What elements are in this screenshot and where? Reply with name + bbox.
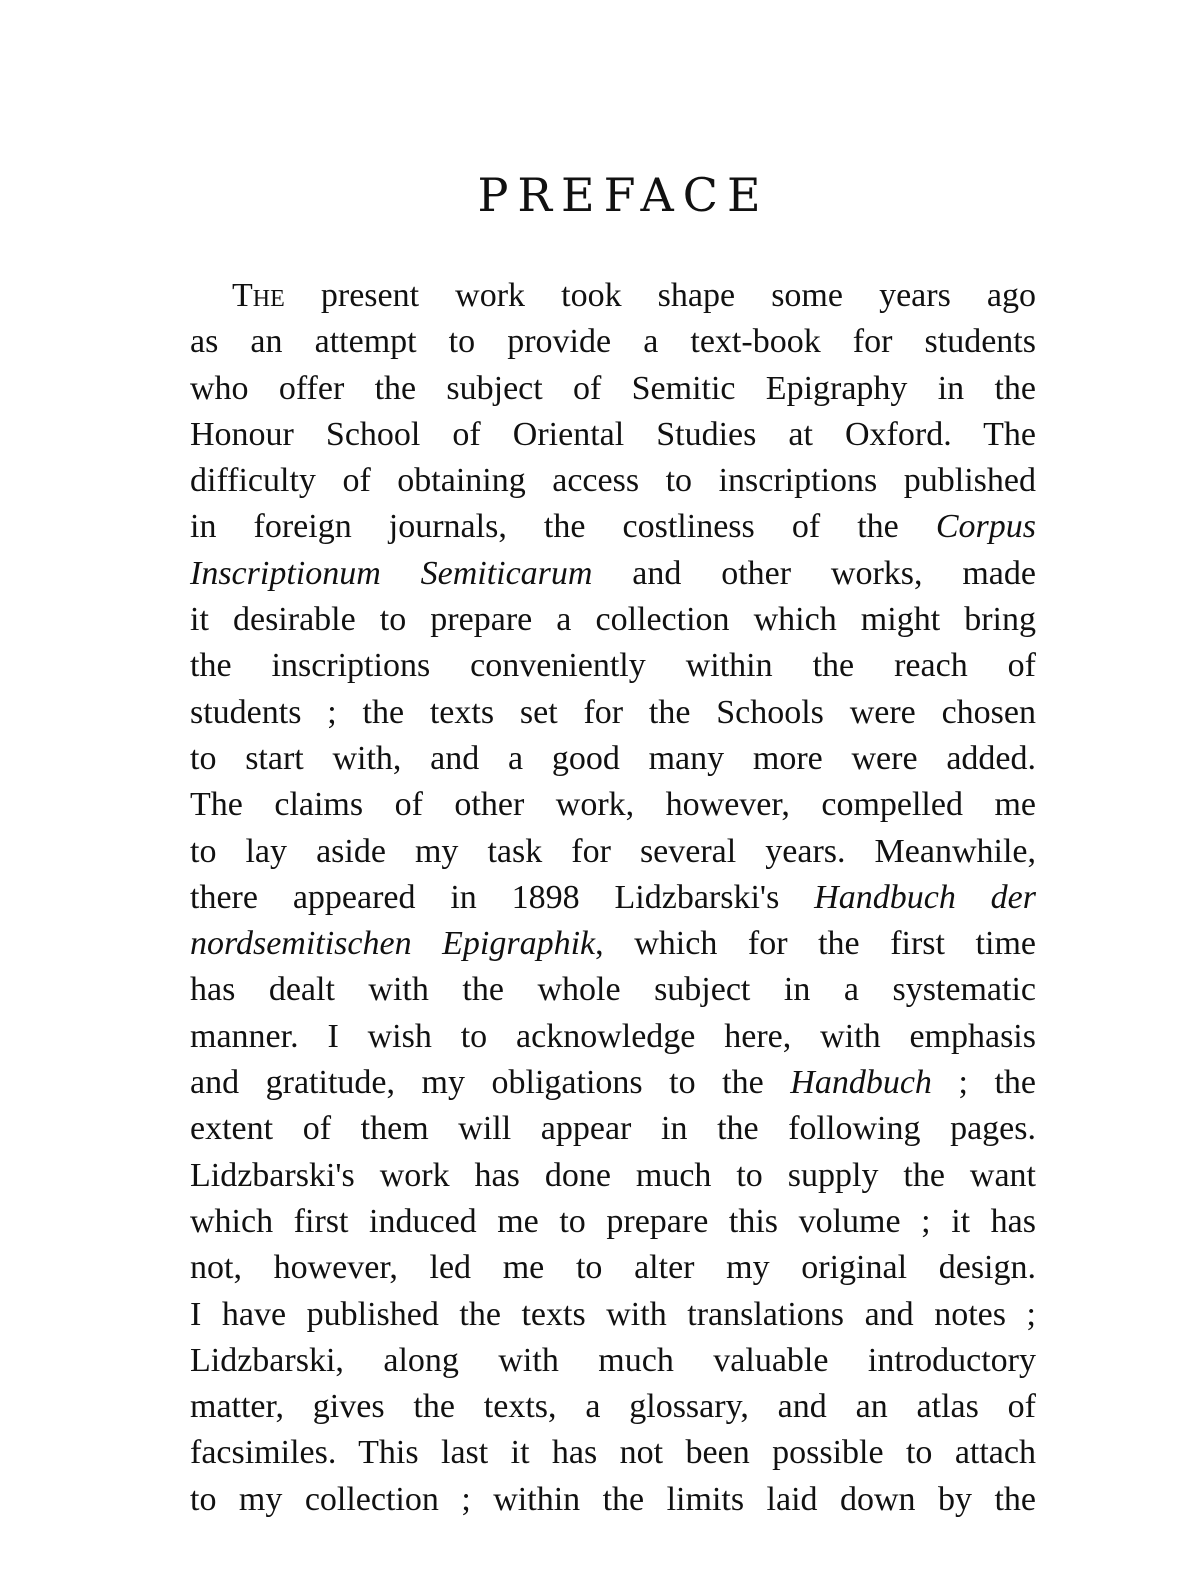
text-line [190,504,1036,550]
text-line [190,690,1036,736]
line-text: difficulty of obtaining access to inscriptions published [190,462,1036,500]
text-line [190,1292,1036,1338]
line-text: Lidzbarski, along with much valuable introductory [190,1341,1036,1379]
line-text: who offer the subject of Semitic Epigraphy in the [190,369,1036,407]
italic-title-text: Handbuch der [814,878,1037,916]
line-text: Honour School of Oriental Studies at Oxford. The [190,415,1036,453]
line-text: as an attempt to provide a text-book for students [190,323,1036,361]
line-text: The [232,277,285,314]
text-line [190,829,1036,875]
line-text: facsimiles. This last it has not been possible to attach [190,1434,1036,1472]
text-line [190,1153,1036,1199]
line-text: ; the [931,1064,1036,1102]
line-text: matter, gives the texts, a glossary, and an atlas of [190,1388,1036,1426]
line-text: manner. I wish to acknowledge here, with emphasis [190,1017,1036,1055]
text-line [190,1245,1036,1291]
line-text: it desirable to prepare a collection which might bring [190,601,1036,639]
line-text: students ; the texts set for the Schools were chosen [190,693,1036,731]
text-line [190,1014,1036,1060]
text-line [190,551,1036,597]
text-line [190,1477,1036,1523]
line-text: extent of them will appear in the following pages. [190,1110,1036,1148]
text-line [190,1338,1036,1384]
line-text: not, however, led me to alter my original design. [190,1249,1036,1287]
text-line [190,643,1036,689]
text-line [190,412,1036,458]
italic-title-text: nordsemitischen Epigraphik [190,925,596,963]
line-text: to start with, and a good many more were added. [190,739,1036,777]
line-text: The claims of other work, however, compelled me [190,786,1036,824]
line-text: and gratitude, my obligations to the [190,1064,791,1102]
italic-title-text: Inscriptionum Semiticarum [190,554,593,592]
text-line [190,366,1036,412]
preface-paragraph [190,273,1036,1523]
line-text: and other works, made [592,554,1036,592]
line-text: has dealt with the whole subject in a systematic [190,971,1036,1009]
text-line [190,736,1036,782]
line-text: , which for the first time [595,925,1036,963]
text-line [190,1199,1036,1245]
italic-title-text: Corpus [935,508,1036,546]
line-text: I have published the texts with translations and notes ; [190,1295,1036,1333]
line-text: to my collection ; within the limits laid down by the [190,1480,1036,1518]
line-text: to lay aside my task for several years. Meanwhile, [190,832,1036,870]
italic-title-text: Handbuch [790,1064,932,1102]
line-text: the inscriptions conveniently within the reach of [190,647,1036,685]
text-line [190,875,1036,921]
text-line [190,1384,1036,1430]
text-line [190,1106,1036,1152]
text-line [190,319,1036,365]
line-text: which first induced me to prepare this volume ; it has [190,1202,1036,1240]
text-line [190,1060,1036,1106]
text-line [190,967,1036,1013]
line-text: present work took shape some years ago [284,277,1036,314]
text-line [190,782,1036,828]
page-title: PREFACE [477,168,770,222]
text-line [190,921,1036,967]
text-line [190,1430,1036,1476]
text-line [190,597,1036,643]
text-line [190,458,1036,504]
line-text: Lidzbarski's work has done much to supply the want [190,1156,1036,1194]
line-text: there appeared in 1898 Lidzbarski's [190,878,815,916]
text-line [190,273,1036,319]
line-text: in foreign journals, the costliness of the [190,508,936,546]
